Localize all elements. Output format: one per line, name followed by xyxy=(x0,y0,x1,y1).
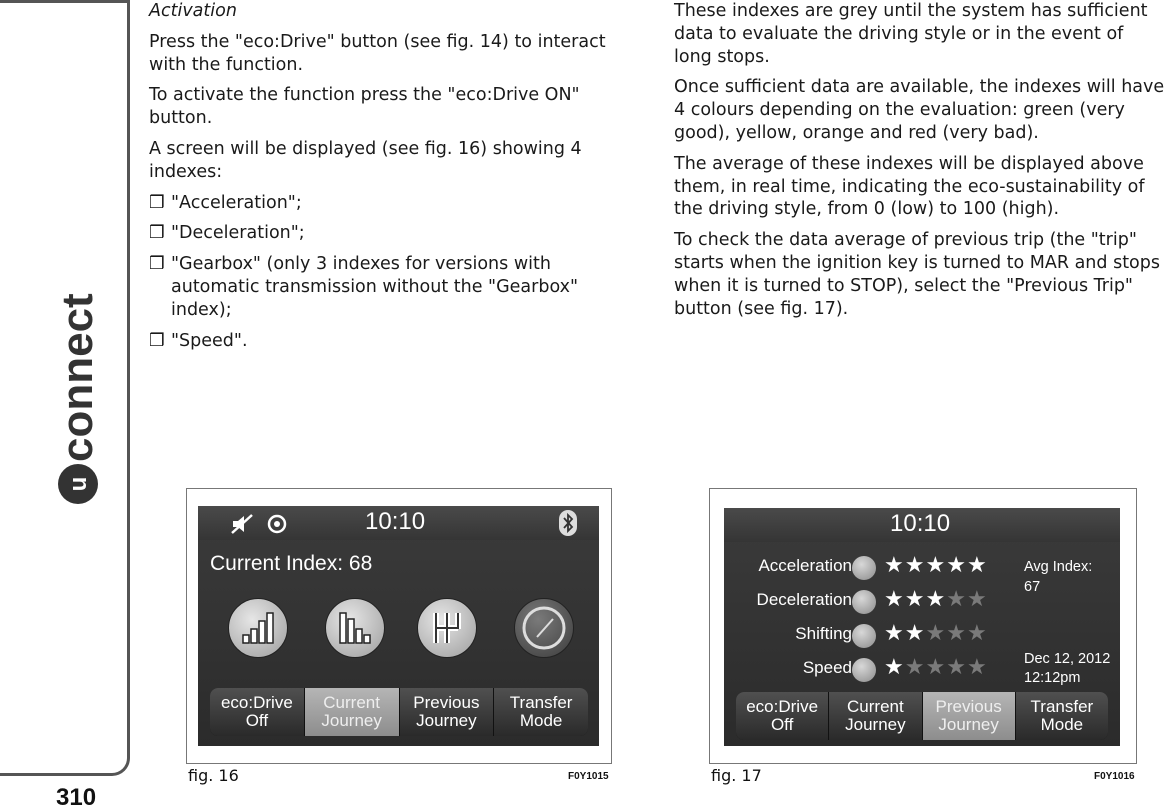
svg-text:connect: connect xyxy=(53,293,102,462)
trip-date: Dec 12, 2012 xyxy=(1024,651,1111,667)
tab-current-journey[interactable]: Current Journey xyxy=(305,688,400,736)
star-filled-icon: ★ xyxy=(904,586,926,611)
star-empty-icon: ★ xyxy=(904,654,926,679)
clock: 10:10 xyxy=(890,510,951,537)
tab-eco-drive-off[interactable]: eco:Drive Off xyxy=(736,692,829,740)
checkbox-bullet-icon: ❒ xyxy=(149,192,165,213)
speed-icon xyxy=(852,658,876,682)
star-empty-icon: ★ xyxy=(966,654,988,679)
current-index: Current Index: 68 xyxy=(210,552,373,575)
bullet-item: ❒ "Acceleration"; xyxy=(149,192,302,213)
clock: 10:10 xyxy=(365,508,426,535)
star-filled-icon: ★ xyxy=(946,552,967,577)
star-filled-icon: ★ xyxy=(884,620,905,645)
tab-previous-journey[interactable]: Previous Journey xyxy=(400,688,495,736)
page-number: 310 xyxy=(56,784,97,811)
trip-time: 12:12pm xyxy=(1024,670,1081,686)
paragraph: The average of these indexes will be displayed above them, in real time, indicating the eco-sustainability of the driving style, from 0 (low) to 100 (high). xyxy=(674,153,1145,220)
paragraph: A screen will be displayed (see fig. 16) showing 4 indexes: xyxy=(149,138,582,182)
deceleration-button[interactable] xyxy=(325,598,385,658)
star-rating xyxy=(884,654,988,680)
fig16-tab-bar xyxy=(210,688,588,736)
star-filled-icon: ★ xyxy=(966,552,988,577)
navigation-icon xyxy=(266,513,288,535)
bluetooth-icon xyxy=(559,510,577,536)
figure-17-code: F0Y1016 xyxy=(1094,771,1135,782)
status-bar xyxy=(198,506,599,540)
paragraph: Press the "eco:Drive" button (see fig. 14) to interact with the function. xyxy=(149,31,606,75)
speedometer-icon xyxy=(515,599,573,657)
star-rating xyxy=(884,620,988,646)
speed-button[interactable] xyxy=(514,598,574,658)
bullet-item: ❒ "Deceleration"; xyxy=(149,223,305,244)
figure-16-code: F0Y1015 xyxy=(568,771,609,782)
star-filled-icon: ★ xyxy=(904,552,926,577)
fig17-tab-bar xyxy=(736,692,1108,740)
rating-label: Shifting xyxy=(795,624,852,643)
acceleration-icon xyxy=(229,599,287,657)
rating-row xyxy=(724,588,1120,618)
acceleration-button[interactable] xyxy=(228,598,288,658)
section-heading: Activation xyxy=(149,1,237,21)
tab-current-journey[interactable]: Current Journey xyxy=(829,692,922,740)
star-empty-icon: ★ xyxy=(966,620,988,645)
avg-index-value: 67 xyxy=(1024,579,1041,595)
gearbox-icon xyxy=(418,599,476,657)
mute-icon xyxy=(230,513,254,535)
star-empty-icon: ★ xyxy=(946,620,967,645)
uconnect-logo xyxy=(40,270,112,510)
paragraph: To activate the function press the "eco:Drive ON" button. xyxy=(149,85,580,129)
star-filled-icon: ★ xyxy=(904,620,926,645)
fig16-screen xyxy=(198,506,599,746)
star-empty-icon: ★ xyxy=(946,586,967,611)
paragraph: These indexes are grey until the system has sufficient data to evaluate the driving style or in the event of long stops. xyxy=(674,1,1148,67)
checkbox-bullet-icon: ❒ xyxy=(149,223,165,244)
tab-transfer-mode[interactable]: Transfer Mode xyxy=(1016,692,1108,740)
rating-label: Acceleration xyxy=(758,556,852,575)
figure-16-caption: fig. 16 xyxy=(188,766,239,785)
acceleration-icon xyxy=(852,556,876,580)
star-empty-icon: ★ xyxy=(925,654,947,679)
svg-text:u: u xyxy=(65,476,92,492)
bullet-item: ❒ "Speed". xyxy=(149,330,248,351)
tab-transfer-mode[interactable]: Transfer Mode xyxy=(494,688,588,736)
rating-row xyxy=(724,622,1120,652)
star-filled-icon: ★ xyxy=(884,586,905,611)
star-empty-icon: ★ xyxy=(946,654,967,679)
star-rating xyxy=(884,552,988,578)
star-filled-icon: ★ xyxy=(925,552,947,577)
gearbox-button[interactable] xyxy=(417,598,477,658)
bullet-item: ❒ "Gearbox" (only 3 indexes for versions with automatic transmission without the "Gearbox" index); xyxy=(149,254,579,320)
fig17-screen xyxy=(724,508,1120,746)
star-filled-icon: ★ xyxy=(884,654,905,679)
tab-previous-journey[interactable]: Previous Journey xyxy=(923,692,1016,740)
star-rating xyxy=(884,586,988,612)
rating-label: Speed xyxy=(802,658,852,677)
shifting-icon xyxy=(852,624,876,648)
left-column xyxy=(149,0,644,360)
avg-index-label: Avg Index: xyxy=(1024,559,1093,575)
checkbox-bullet-icon: ❒ xyxy=(149,330,165,351)
star-filled-icon: ★ xyxy=(925,586,947,611)
star-empty-icon: ★ xyxy=(925,620,947,645)
star-filled-icon: ★ xyxy=(884,552,905,577)
status-bar xyxy=(724,508,1120,542)
right-column xyxy=(674,0,1164,328)
checkbox-bullet-icon: ❒ xyxy=(149,254,165,275)
deceleration-icon xyxy=(852,590,876,614)
paragraph: To check the data average of previous trip (the "trip" starts when the ignition key is turned to MAR and stops when it is turned to STOP), select the "Previous Trip" button (see fig. 17). xyxy=(674,230,1160,319)
rating-label: Deceleration xyxy=(756,590,852,609)
figure-17-caption: fig. 17 xyxy=(711,766,762,785)
paragraph: Once sufficient data are available, the indexes will have 4 colours depending on the evaluation: green (very good), yellow, orange and red (very bad). xyxy=(674,77,1164,143)
deceleration-icon xyxy=(326,599,384,657)
tab-eco-drive-off[interactable]: eco:Drive Off xyxy=(210,688,305,736)
star-empty-icon: ★ xyxy=(966,586,988,611)
